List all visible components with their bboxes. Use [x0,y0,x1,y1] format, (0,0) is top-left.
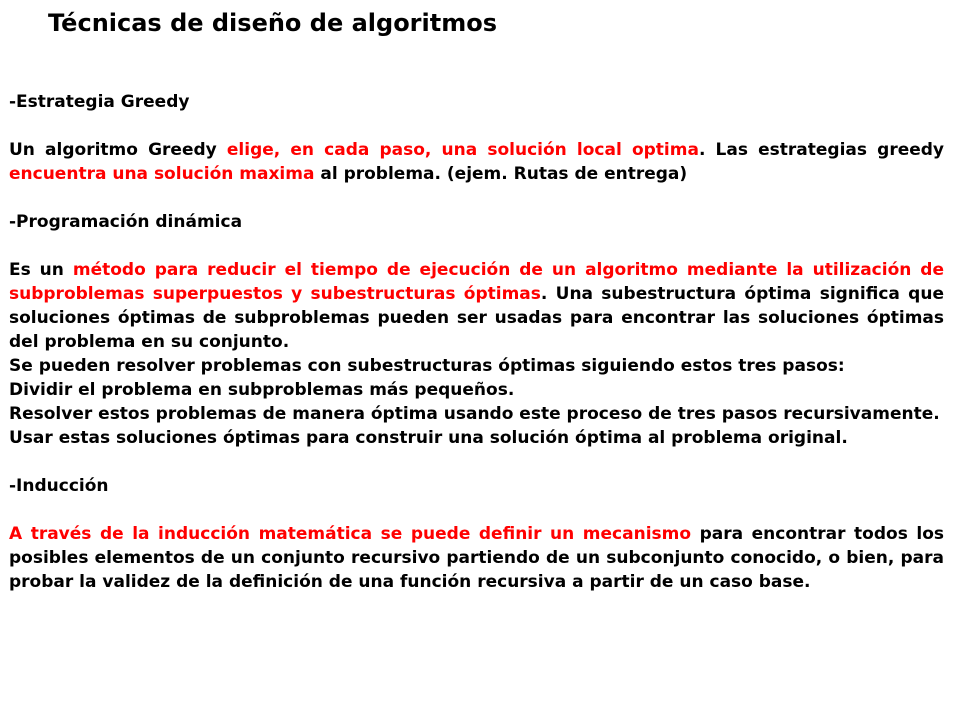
text-run: Es un [9,260,73,280]
spacer [9,186,944,210]
dynamic-step-2: Resolver estos problemas de manera óptima usando este proceso de tres pasos recursivamente. [9,404,940,424]
spacer [9,114,944,138]
section-heading-dynamic: -Programación dinámica [9,212,243,232]
section-heading-induction: -Inducción [9,476,109,496]
text-run: al problema. (ejem. Rutas de entrega) [314,164,688,184]
highlight-text: método para reducir el tiempo de ejecución de un algoritmo mediante la utilización de subproblemas superpuestos y subestructuras óptimas [9,260,945,304]
dynamic-paragraph [9,258,944,354]
highlight-text: elige, en cada paso, una solución local optima [226,140,699,160]
highlight-text: encuentra una solución maxima [9,164,315,184]
highlight-text: A través de la inducción matemática se puede definir un mecanismo [9,524,692,544]
text-run: . Las estrategias greedy [698,140,945,160]
text-run: para encontrar todos los posibles elementos de un conjunto recursivo partiendo de un subconjunto conocido, o bien, para probar la validez de la definición de una función recursiva a partir de un caso base. [9,524,944,592]
induction-paragraph [9,522,944,594]
page-title: Técnicas de diseño de algoritmos [48,9,497,37]
section-heading-greedy: -Estrategia Greedy [9,92,190,112]
spacer [9,234,944,258]
text-run: . Una subestructura óptima significa que soluciones óptimas de subproblemas pueden ser usadas para encontrar las soluciones óptimas del problema en su conjunto. [9,284,944,352]
spacer [9,498,944,522]
greedy-paragraph [9,138,944,186]
dynamic-steps-intro: Se pueden resolver problemas con subestructuras óptimas siguiendo estos tres pasos: [9,356,845,376]
dynamic-step-3: Usar estas soluciones óptimas para construir una solución óptima al problema original. [9,428,848,448]
spacer [9,450,944,474]
text-run: Un algoritmo Greedy [9,140,227,160]
dynamic-step-1: Dividir el problema en subproblemas más pequeños. [9,380,515,400]
slide-body [9,90,944,594]
